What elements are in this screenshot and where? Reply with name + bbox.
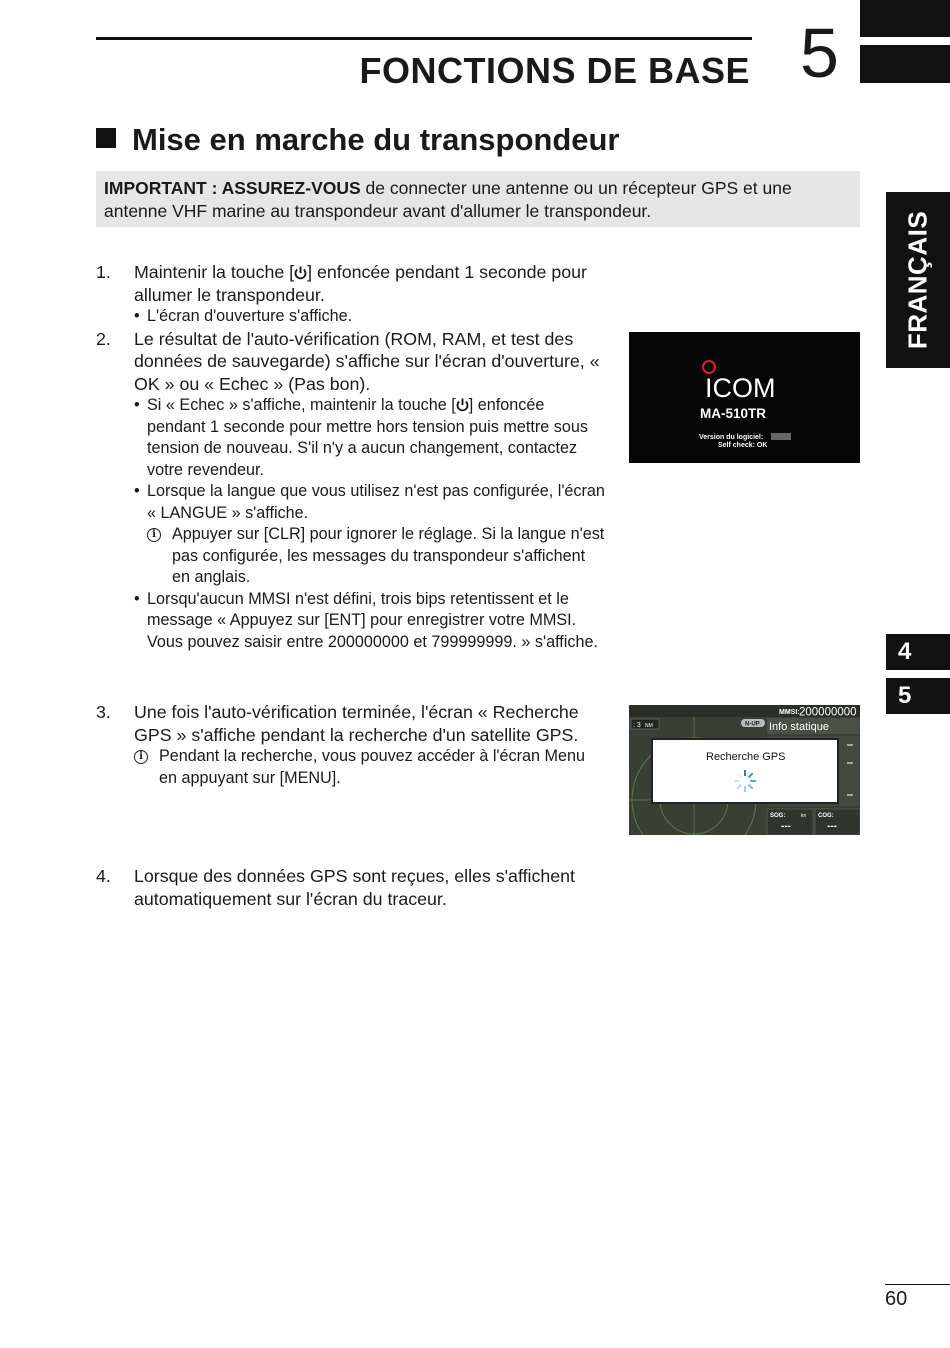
step-text: Lorsque des données GPS sont reçues, elles s'affichent automatiquement sur l'écran du traceur. bbox=[134, 866, 575, 909]
step-number: 2. bbox=[96, 328, 111, 349]
model-name: MA-510TR bbox=[700, 406, 767, 421]
step-text: Maintenir la touche [ bbox=[134, 262, 295, 282]
sub-bullet: • Si « Echec » s'affiche, maintenir la touche [ ] enfoncée pendant 1 seconde pour mettre hors tension puis mettre sous tension de nouveau. S'il n'y a aucun changement, contactez votre revendeur. bbox=[134, 396, 588, 479]
gps-search-screen-image bbox=[629, 705, 860, 835]
version-label: Version du logiciel: bbox=[699, 434, 764, 441]
chapter-bar-top bbox=[860, 0, 950, 37]
language-tab bbox=[886, 192, 950, 368]
icom-logo-circle-icon bbox=[703, 361, 715, 373]
step-text: Le résultat de l'auto-vérification (ROM, RAM, et test des données de sauvegarde) s'affiche sur l'écran d'ouverture, « OK » ou « Echec » (Pas bon). bbox=[134, 328, 600, 394]
steps-block-1 bbox=[96, 261, 606, 653]
step-text: ] enfoncée pendant 1 seconde pour allumer le transpondeur. bbox=[134, 262, 587, 305]
step-number: 1. bbox=[96, 262, 111, 282]
sub-bullet: • Lorsqu'aucun MMSI n'est défini, trois bips retentissent et le message « Appuyez sur [ENT] pour enregistrer votre MMSI. Vous pouvez saisir entre 200000000 et 799999999. » s'affiche. bbox=[134, 589, 598, 651]
range-unit: NM bbox=[645, 723, 653, 729]
power-icon bbox=[456, 398, 469, 412]
footer-rule bbox=[885, 1284, 950, 1285]
chapter-tab-5[interactable]: 5 bbox=[886, 678, 950, 714]
info-note: i Pendant la recherche, vous pouvez accéder à l'écran Menu en appuyant sur [MENU]. bbox=[134, 746, 606, 789]
chapter-title: FONCTIONS DE BASE bbox=[359, 50, 750, 91]
opening-screen-graphic bbox=[629, 332, 860, 463]
step-number: 3. bbox=[96, 702, 111, 722]
info-icon: i bbox=[147, 528, 161, 542]
page-number: 60 bbox=[885, 1288, 908, 1310]
sog-value: --- bbox=[781, 821, 791, 832]
square-bullet-icon bbox=[96, 128, 116, 148]
mmsi-label: MMSI: bbox=[779, 709, 800, 716]
step-1 bbox=[96, 261, 606, 328]
step-text: Une fois l'auto-vérification terminée, l'écran « Recherche GPS » s'affiche pendant la recherche d'un satellite GPS. bbox=[134, 702, 579, 745]
important-text: de connecter une antenne ou un récepteur GPS et une antenne VHF marine au transpondeur avant d'allumer le transpondeur. bbox=[104, 178, 792, 221]
cog-label: COG: bbox=[818, 813, 834, 819]
step-2 bbox=[96, 328, 606, 654]
info-panel-title: Info statique bbox=[769, 721, 829, 733]
sub-bullet: • L'écran d'ouverture s'affiche. bbox=[134, 307, 353, 325]
section-title-text: Mise en marche du transpondeur bbox=[132, 122, 620, 157]
important-label: IMPORTANT : ASSUREZ-VOUS bbox=[104, 178, 361, 198]
info-icon: i bbox=[134, 750, 148, 764]
version-value-redacted bbox=[771, 433, 791, 440]
gps-search-screen-graphic bbox=[629, 705, 860, 835]
cog-value: --- bbox=[827, 821, 837, 832]
step-4 bbox=[96, 865, 606, 910]
sub-bullet: • Lorsque la langue que vous utilisez n'est pas configurée, l'écran « LANGUE » s'affiche. i Appuyer sur [CLR] pour ignorer le réglage. Si la langue n'est pas configurée, les messages du transpondeur s'affichent en anglais. bbox=[134, 481, 606, 589]
chapter-number: 5 bbox=[800, 14, 839, 92]
step-number: 4. bbox=[96, 866, 111, 886]
language-label: FRANÇAIS bbox=[902, 210, 933, 350]
header-rule bbox=[96, 37, 752, 40]
section-title bbox=[96, 122, 620, 158]
sog-unit: kn bbox=[801, 813, 807, 819]
opening-screen-image bbox=[629, 332, 860, 463]
self-check-status: Self check: OK bbox=[718, 442, 768, 449]
chapter-bar-bottom bbox=[860, 45, 950, 83]
chapter-tab-4[interactable]: 4 bbox=[886, 634, 950, 670]
range-value: : 3 bbox=[633, 722, 641, 729]
steps-block-2 bbox=[96, 701, 606, 789]
power-icon bbox=[294, 266, 307, 280]
dialog-text: Recherche GPS bbox=[706, 751, 786, 763]
important-notice bbox=[96, 171, 860, 227]
mmsi-value: 200000000 bbox=[799, 706, 857, 719]
orientation-mode: N-UP bbox=[745, 721, 760, 728]
step-3 bbox=[96, 701, 606, 789]
brand-logo: ICOM bbox=[705, 373, 776, 403]
info-note: i Appuyer sur [CLR] pour ignorer le réglage. Si la langue n'est pas configurée, les messages du transpondeur s'affichent en anglais. bbox=[147, 524, 606, 589]
sog-label: SOG: bbox=[770, 813, 786, 819]
steps-block-3 bbox=[96, 865, 606, 910]
